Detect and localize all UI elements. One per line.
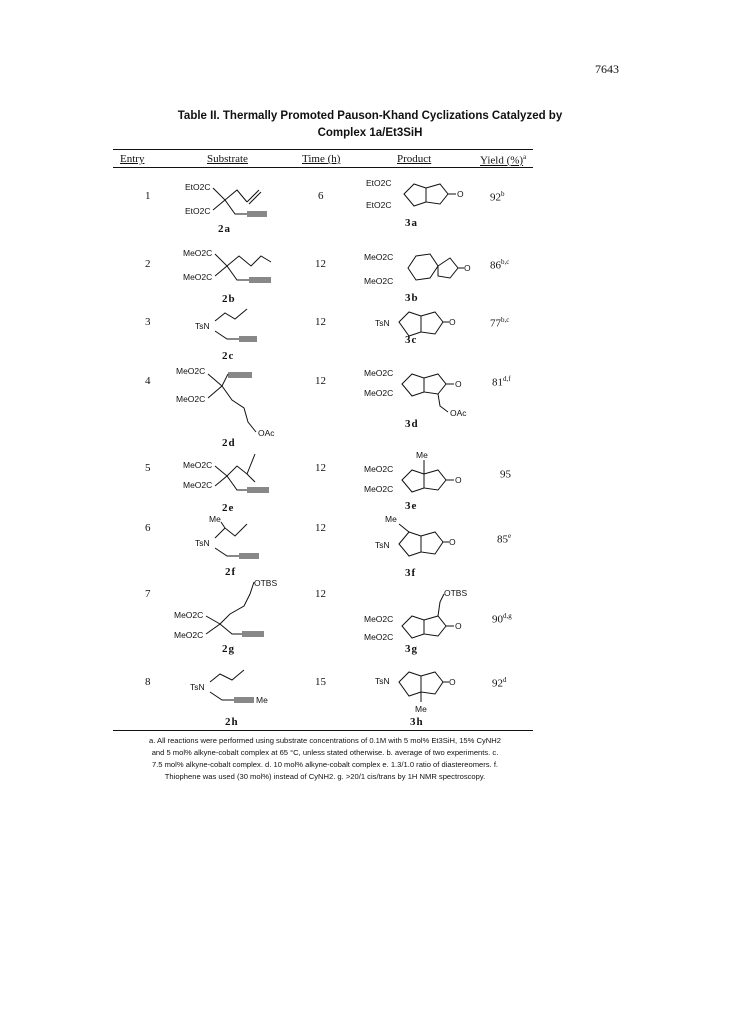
header-rule <box>113 167 533 168</box>
svg-text:MeO2C: MeO2C <box>183 460 213 470</box>
substrate-structure-2c <box>195 305 275 347</box>
caption-line-1: Table II. Thermally Promoted Pauson-Khand Cyclizations Catalyzed by <box>177 110 563 122</box>
yield-value: 90$^{d,g}$ <box>492 612 512 626</box>
table-footnotes <box>110 735 540 783</box>
svg-text:OAc: OAc <box>258 428 275 438</box>
entry-number: 7 <box>145 588 151 600</box>
svg-text:MeO2C: MeO2C <box>174 630 204 640</box>
svg-text:MeO2C: MeO2C <box>364 252 394 262</box>
time-value: 12 <box>315 316 326 328</box>
header-time: Time (h) <box>302 153 341 165</box>
svg-text:MeO2C: MeO2C <box>364 614 394 624</box>
svg-text:MeO2C: MeO2C <box>364 484 394 494</box>
yield-value: 77$^{b,c}$ <box>490 316 510 330</box>
entry-number: 2 <box>145 258 151 270</box>
substrate-label: 2d <box>222 437 236 449</box>
yield-value: 92$^b$ <box>490 190 505 204</box>
substrate-structure-2h <box>190 664 300 706</box>
svg-text:MeO2C: MeO2C <box>183 480 213 490</box>
svg-text:O: O <box>455 475 462 485</box>
yield-value: 85e <box>497 532 512 546</box>
svg-text:MeO2C: MeO2C <box>364 276 394 286</box>
product-structure-3a <box>360 172 470 218</box>
svg-text:MeO2C: MeO2C <box>176 394 206 404</box>
svg-text:MeO2C: MeO2C <box>174 610 204 620</box>
footnote-line: 7.5 mol% alkyne-cobalt complex. d. 10 mol% alkyne-cobalt complex e. 1.3/1.0 ratio of diastereomers. f. <box>151 760 499 769</box>
svg-text:EtO2C: EtO2C <box>366 200 392 210</box>
header-yield: Yield (%)$^a$ <box>480 153 527 167</box>
svg-text:Me: Me <box>415 704 427 714</box>
product-label: 3b <box>405 292 419 304</box>
product-label: 3h <box>410 716 424 728</box>
svg-text:EtO2C: EtO2C <box>185 206 211 216</box>
page-number: 7643 <box>595 62 619 76</box>
svg-text:MeO2C: MeO2C <box>364 368 394 378</box>
product-structure-3g <box>360 582 480 642</box>
svg-text:O: O <box>449 677 456 687</box>
footnote-line: Thiophene was used (30 mol%) instead of CyNH2. g. >20/1 cis/trans by 1H NMR spectroscopy. <box>164 772 486 781</box>
footnote-line: and 5 mol% alkyne-cobalt complex at 65 °C, unless stated otherwise. b. average of two experiments. c. <box>151 748 499 757</box>
svg-text:TsN: TsN <box>195 321 210 331</box>
substrate-structure-2b <box>175 242 290 292</box>
svg-text:MeO2C: MeO2C <box>364 464 394 474</box>
svg-text:Me: Me <box>416 450 428 460</box>
substrate-label: 2e <box>222 502 235 514</box>
substrate-label: 2a <box>218 223 231 235</box>
yield-value: 92$^d$ <box>492 676 507 690</box>
product-structure-3h <box>375 668 475 714</box>
svg-text:O: O <box>464 263 471 273</box>
product-structure-3d <box>360 362 480 420</box>
yield-value: 95 <box>500 468 511 481</box>
product-label: 3a <box>405 217 418 229</box>
product-label: 3f <box>405 567 417 579</box>
time-value: 12 <box>315 522 326 534</box>
table-caption <box>110 108 630 142</box>
svg-text:TsN: TsN <box>375 318 390 328</box>
svg-text:OTBS: OTBS <box>254 578 278 588</box>
substrate-label: 2h <box>225 716 239 728</box>
top-rule <box>113 149 533 150</box>
yield-value: 81$^{d,f}$ <box>492 375 511 389</box>
svg-text:Me: Me <box>209 514 221 524</box>
svg-text:OAc: OAc <box>450 408 467 418</box>
svg-text:OTBS: OTBS <box>444 588 468 598</box>
product-label: 3d <box>405 418 419 430</box>
svg-text:TsN: TsN <box>375 540 390 550</box>
substrate-label: 2b <box>222 293 236 305</box>
substrate-structure-2f <box>195 510 280 562</box>
substrate-label: 2g <box>222 643 235 655</box>
header-product: Product <box>397 153 432 165</box>
svg-text:EtO2C: EtO2C <box>185 182 211 192</box>
time-value: 12 <box>315 375 326 387</box>
header-substrate: Substrate <box>207 153 248 165</box>
entry-number: 5 <box>145 462 151 474</box>
svg-text:O: O <box>449 317 456 327</box>
svg-text:TsN: TsN <box>195 538 210 548</box>
product-label: 3c <box>405 334 418 346</box>
svg-text:Me: Me <box>256 695 268 705</box>
svg-text:O: O <box>455 621 462 631</box>
svg-text:O: O <box>449 537 456 547</box>
svg-text:Me: Me <box>385 514 397 524</box>
entry-number: 3 <box>145 316 151 328</box>
time-value: 12 <box>315 258 326 270</box>
substrate-label: 2c <box>222 350 235 362</box>
svg-text:EtO2C: EtO2C <box>366 178 392 188</box>
entry-number: 8 <box>145 676 151 688</box>
substrate-structure-2g <box>170 572 285 644</box>
svg-text:TsN: TsN <box>190 682 205 692</box>
svg-text:MeO2C: MeO2C <box>176 366 206 376</box>
time-value: 15 <box>315 676 326 688</box>
entry-number: 1 <box>145 190 151 202</box>
time-value: 12 <box>315 588 326 600</box>
header-entry: Entry <box>120 153 145 165</box>
substrate-structure-2d <box>172 362 282 444</box>
footnote-line: a. All reactions were performed using substrate concentrations of 0.1M with 5 mol% Et3SiH, 15% CyNH2 <box>148 736 501 745</box>
product-structure-3c <box>375 306 475 342</box>
svg-text:MeO2C: MeO2C <box>183 248 213 258</box>
substrate-label: 2f <box>225 566 237 578</box>
svg-text:TsN: TsN <box>375 676 390 686</box>
entry-number: 4 <box>145 375 151 387</box>
product-structure-3e <box>360 448 475 500</box>
svg-text:O: O <box>457 189 464 199</box>
entry-number: 6 <box>145 522 151 534</box>
bottom-rule <box>113 730 533 731</box>
time-value: 6 <box>318 190 324 202</box>
svg-text:O: O <box>455 379 462 389</box>
svg-text:MeO2C: MeO2C <box>183 272 213 282</box>
product-structure-3f <box>375 510 475 562</box>
product-structure-3b <box>360 240 475 292</box>
yield-value: 86$^{b,c}$ <box>490 258 510 272</box>
svg-text:MeO2C: MeO2C <box>364 632 394 642</box>
svg-text:MeO2C: MeO2C <box>364 388 394 398</box>
caption-line-2: Complex 1a/Et3SiH <box>317 127 423 139</box>
substrate-structure-2e <box>175 448 285 498</box>
product-label: 3e <box>405 500 418 512</box>
product-label: 3g <box>405 643 418 655</box>
time-value: 12 <box>315 462 326 474</box>
